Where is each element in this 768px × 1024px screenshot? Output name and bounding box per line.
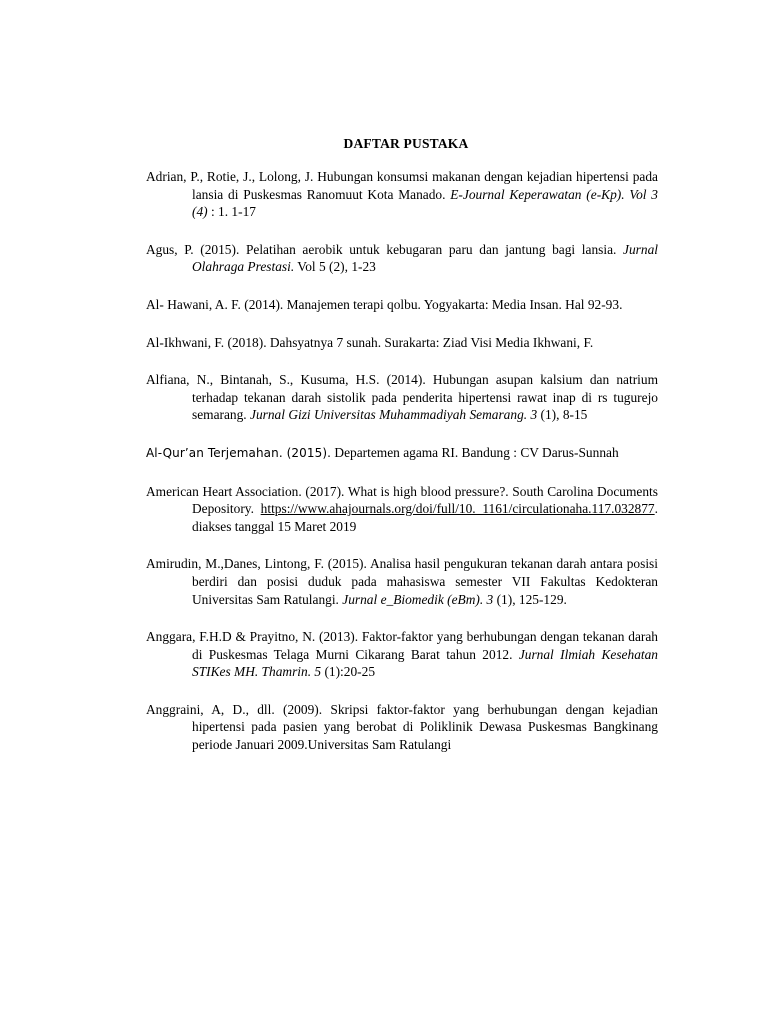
reference-text: Agus, P. (2015). Pelatihan aerobik untuk kebugaran paru dan jantung bagi lansia. xyxy=(146,241,624,257)
reference-text: Al-Ikhwani, F. (2018). Dahsyatnya 7 sunah. Surakarta: Ziad Visi Media Ikhwani, F. xyxy=(146,334,594,350)
reference-text: Anggraini, A, D., dll. (2009). Skripsi faktor-faktor yang berhubungan dengan kejadian hipertensi pada pasien yang berobat di Poliklinik Dewasa Puskesmas Bangkinang periode Januari 2009.Universitas Sam Ratulangi xyxy=(146,701,658,753)
reference-text: Anggara, F.H.D & Prayitno, N. (2013). Faktor-faktor yang berhubungan dengan tekanan darah di Puskesmas Telaga Murni Cikarang Barat tahun 2012. xyxy=(146,629,658,662)
reference-entry xyxy=(146,334,658,352)
reference-details: . diakses tanggal 15 Maret 2019 xyxy=(192,501,658,534)
reference-text: Amirudin, M.,Danes, Lintong, F. (2015). Analisa hasil pengukuran tekanan darah antara posisi berdiri dan posisi duduk pada mahasiswa semester VII Fakultas Kedokteran Universitas Sam Ratulangi. xyxy=(146,556,658,607)
reference-entry xyxy=(146,371,658,424)
reference-details: Vol 5 (2), 1-23 xyxy=(294,259,376,275)
reference-entry xyxy=(146,241,658,276)
reference-list xyxy=(146,168,658,754)
reference-details: (1), 8-15 xyxy=(537,407,588,423)
reference-entry xyxy=(146,555,658,608)
reference-journal: E-Journal Keperawatan (e-Kp). Vol 3 (4) xyxy=(192,186,658,220)
reference-details: Departemen agama RI. Bandung : CV Darus-Sunnah xyxy=(331,444,619,460)
reference-entry xyxy=(146,483,658,536)
reference-details: (1), 125-129. xyxy=(493,591,567,607)
reference-text: American Heart Association. (2017). What is high blood pressure?. South Carolina Documents Depository. xyxy=(146,483,658,517)
reference-text: Adrian, P., Rotie, J., Lolong, J. Hubungan konsumsi makanan dengan kejadian hipertensi pada lansia di Puskesmas Ranomuut Kota Manado. xyxy=(146,169,658,202)
reference-text: Al-Qur’an Terjemahan. (2015). xyxy=(146,445,332,460)
reference-journal: Jurnal Ilmiah Kesehatan STIKes MH. Thamrin. 5 xyxy=(192,646,658,680)
reference-details: (1):20-25 xyxy=(321,664,376,680)
reference-link[interactable]: https://www.ahajournals.org/doi/full/10. 1161/circulationaha.117.032877 xyxy=(260,501,655,517)
reference-text: Alfiana, N., Bintanah, S., Kusuma, H.S. (2014). Hubungan asupan kalsium dan natrium terhadap tekanan darah sistolik pada penderita hipertensi rawat inap di rs tugurejo semarang. xyxy=(146,372,658,423)
reference-entry xyxy=(146,296,658,314)
page-title: DAFTAR PUSTAKA xyxy=(343,136,469,151)
reference-entry xyxy=(146,701,658,754)
reference-journal: Jurnal e_Biomedik (eBm). 3 xyxy=(342,591,494,607)
reference-entry xyxy=(146,444,658,463)
reference-journal: Jurnal Gizi Universitas Muhammadiyah Semarang. 3 xyxy=(250,407,538,423)
reference-details: : 1. 1-17 xyxy=(207,204,256,220)
reference-text: Al- Hawani, A. F. (2014). Manajemen terapi qolbu. Yogyakarta: Media Insan. Hal 92-93. xyxy=(146,296,623,312)
reference-entry xyxy=(146,168,658,221)
reference-entry xyxy=(146,628,658,681)
reference-journal: Jurnal Olahraga Prestasi. xyxy=(192,241,658,275)
